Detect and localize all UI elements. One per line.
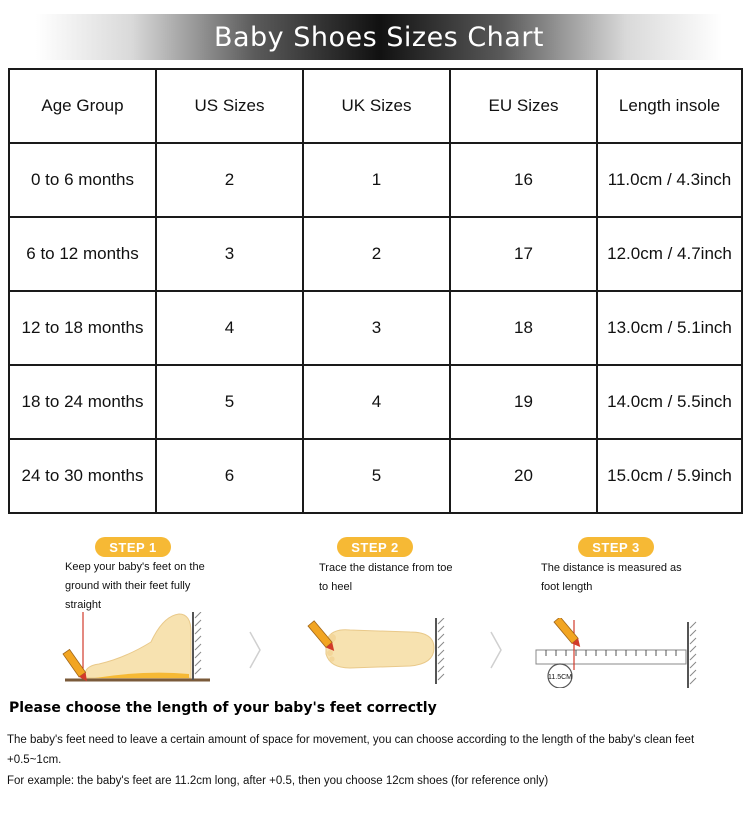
step-3-badge: STEP 3 — [578, 537, 654, 557]
cell-age-group: 18 to 24 months — [9, 365, 156, 439]
step-3-text: The distance is measured as foot length — [541, 562, 682, 593]
table-row — [9, 365, 742, 439]
cell-age-group: 6 to 12 months — [9, 217, 156, 291]
cell-age-group: 12 to 18 months — [9, 291, 156, 365]
cell-eu-size: 18 — [450, 291, 597, 365]
cell-uk-size: 5 — [303, 439, 450, 513]
cell-eu-size: 19 — [450, 365, 597, 439]
advice-paragraph: The baby's feet need to leave a certain amount of space for movement, you can choose according to the length of the baby's clean feet +0.5~1cm. — [7, 734, 695, 766]
header-eu-sizes: EU Sizes — [450, 69, 597, 143]
pencil-icon — [554, 618, 583, 650]
table-header-row — [9, 69, 742, 143]
ruler — [536, 650, 686, 664]
header-uk-sizes: UK Sizes — [303, 69, 450, 143]
step-2 — [300, 530, 470, 690]
ruler-illustration — [530, 618, 700, 688]
measurement-steps — [0, 530, 750, 690]
cell-length-insole: 14.0cm / 5.5inch — [597, 365, 742, 439]
cell-eu-size: 17 — [450, 217, 597, 291]
pencil-icon — [63, 649, 90, 683]
cell-us-size: 5 — [156, 365, 303, 439]
cell-us-size: 2 — [156, 143, 303, 217]
cell-uk-size: 3 — [303, 291, 450, 365]
step-1-text: Keep your baby's feet on the ground with their feet fully straight — [65, 561, 205, 611]
foot-top-illustration — [300, 618, 450, 688]
chevron-right-icon — [489, 630, 503, 670]
wall-hatch — [438, 618, 444, 680]
cell-uk-size: 2 — [303, 217, 450, 291]
cell-eu-size: 16 — [450, 143, 597, 217]
example-paragraph: For example: the baby's feet are 11.2cm long, after +0.5, then you choose 12cm shoes (for reference only) — [7, 775, 549, 787]
table-row — [9, 291, 742, 365]
cell-length-insole: 13.0cm / 5.1inch — [597, 291, 742, 365]
header-age-group: Age Group — [9, 69, 156, 143]
notice-heading: Please choose the length of your baby's feet correctly — [9, 700, 437, 716]
step-1 — [55, 530, 245, 690]
header-us-sizes: US Sizes — [156, 69, 303, 143]
table-row — [9, 439, 742, 513]
cell-us-size: 3 — [156, 217, 303, 291]
cell-length-insole: 15.0cm / 5.9inch — [597, 439, 742, 513]
foot-side-illustration — [55, 612, 215, 687]
header-length-insole: Length insole — [597, 69, 742, 143]
step-2-text: Trace the distance from toe to heel — [319, 562, 453, 593]
step-1-badge: STEP 1 — [95, 537, 171, 557]
cell-uk-size: 4 — [303, 365, 450, 439]
wall-hatch — [195, 612, 201, 674]
page-title: Baby Shoes Sizes Chart — [213, 21, 545, 53]
table-row — [9, 143, 742, 217]
cell-us-size: 6 — [156, 439, 303, 513]
cell-length-insole: 12.0cm / 4.7inch — [597, 217, 742, 291]
size-chart-table — [8, 68, 743, 514]
title-banner — [36, 14, 722, 60]
cell-age-group: 0 to 6 months — [9, 143, 156, 217]
cell-eu-size: 20 — [450, 439, 597, 513]
step-3 — [530, 530, 705, 690]
cell-us-size: 4 — [156, 291, 303, 365]
cell-length-insole: 11.0cm / 4.3inch — [597, 143, 742, 217]
wall-hatch — [690, 622, 696, 684]
measure-label: 11.5CM — [548, 674, 572, 681]
foot-shape — [85, 614, 191, 678]
cell-age-group: 24 to 30 months — [9, 439, 156, 513]
chevron-right-icon — [248, 630, 262, 670]
table-row — [9, 217, 742, 291]
foot-shape — [326, 630, 434, 668]
step-2-badge: STEP 2 — [337, 537, 413, 557]
cell-uk-size: 1 — [303, 143, 450, 217]
